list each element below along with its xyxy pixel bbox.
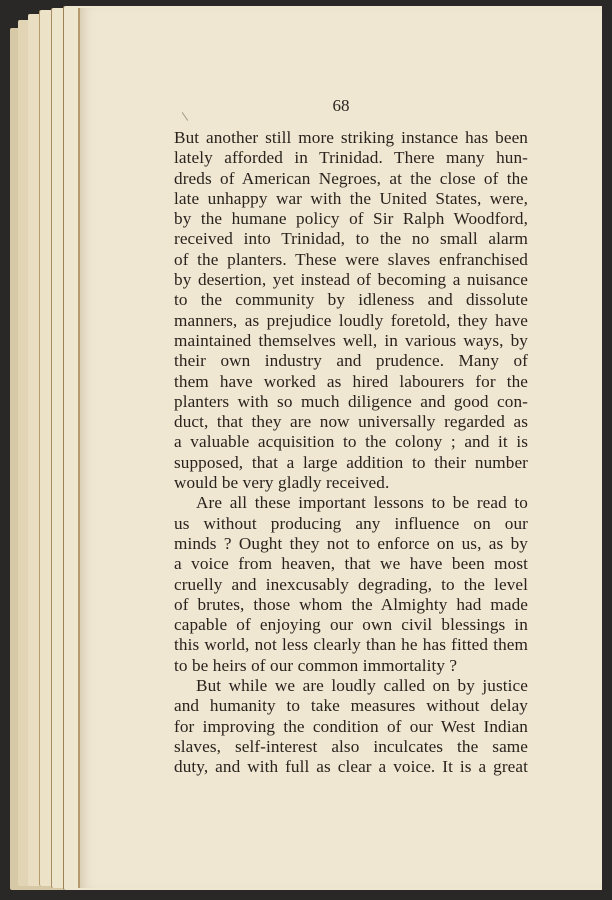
body-text — [174, 128, 528, 778]
text-line: cruelly and inexcusably degrading, to the level — [174, 574, 528, 594]
text-line: a voice from heaven, that we have been most — [174, 554, 528, 574]
text-line: their own industry and prudence. Many of — [174, 351, 528, 371]
background-edge — [602, 0, 612, 900]
text-line: us without producing any influence on our — [174, 513, 528, 533]
text-line: lately afforded in Trinidad. There many hun- — [174, 148, 528, 168]
text-line: slaves, self-interest also inculcates the same — [174, 736, 528, 756]
text-line: to be heirs of our common immortality ? — [174, 655, 458, 675]
text-line: them have worked as hired labourers for the — [174, 371, 528, 391]
text-line: supposed, that a large addition to their number — [174, 452, 528, 472]
text-line: received into Trinidad, to the no small alarm — [174, 229, 528, 249]
text-line: But while we are loudly called on by justice — [196, 676, 528, 696]
text-line: minds ? Ought they not to enforce on us, as by — [174, 533, 528, 553]
text-line: a valuable acquisition to the colony ; and it is — [174, 432, 528, 452]
text-line: this world, not less clearly than he has fitted them — [174, 635, 528, 655]
text-line: by desertion, yet instead of becoming a nuisance — [174, 270, 528, 290]
text-line: maintained themselves well, in various ways, by — [174, 330, 528, 350]
book-page — [80, 8, 608, 888]
text-line: by the humane policy of Sir Ralph Woodford, — [174, 209, 528, 229]
text-line: of brutes, those whom the Almighty had made — [174, 594, 528, 614]
text-line: Are all these important lessons to be read to — [196, 493, 528, 513]
text-line: capable of enjoying our own civil blessings in — [174, 615, 528, 635]
text-line: manners, as prejudice loudly foretold, they have — [174, 310, 528, 330]
text-line: duty, and with full as clear a voice. It is a great — [174, 757, 528, 777]
page-number: 68 — [332, 96, 350, 115]
text-line: to the community by idleness and dissolute — [174, 290, 528, 310]
text-line: late unhappy war with the United States, were, — [174, 188, 528, 208]
text-line: and humanity to take measures without delay — [174, 696, 528, 716]
text-line: for improving the condition of our West Indian — [174, 716, 528, 736]
text-line: of the planters. These were slaves enfranchised — [174, 249, 528, 269]
text-line: But another still more striking instance has been — [174, 128, 528, 147]
text-line: would be very gladly received. — [174, 473, 390, 493]
text-line: dreds of American Negroes, at the close of the — [174, 168, 528, 188]
text-line: planters with so much diligence and good con- — [174, 391, 528, 411]
text-line: duct, that they are now universally regarded as — [174, 412, 528, 432]
